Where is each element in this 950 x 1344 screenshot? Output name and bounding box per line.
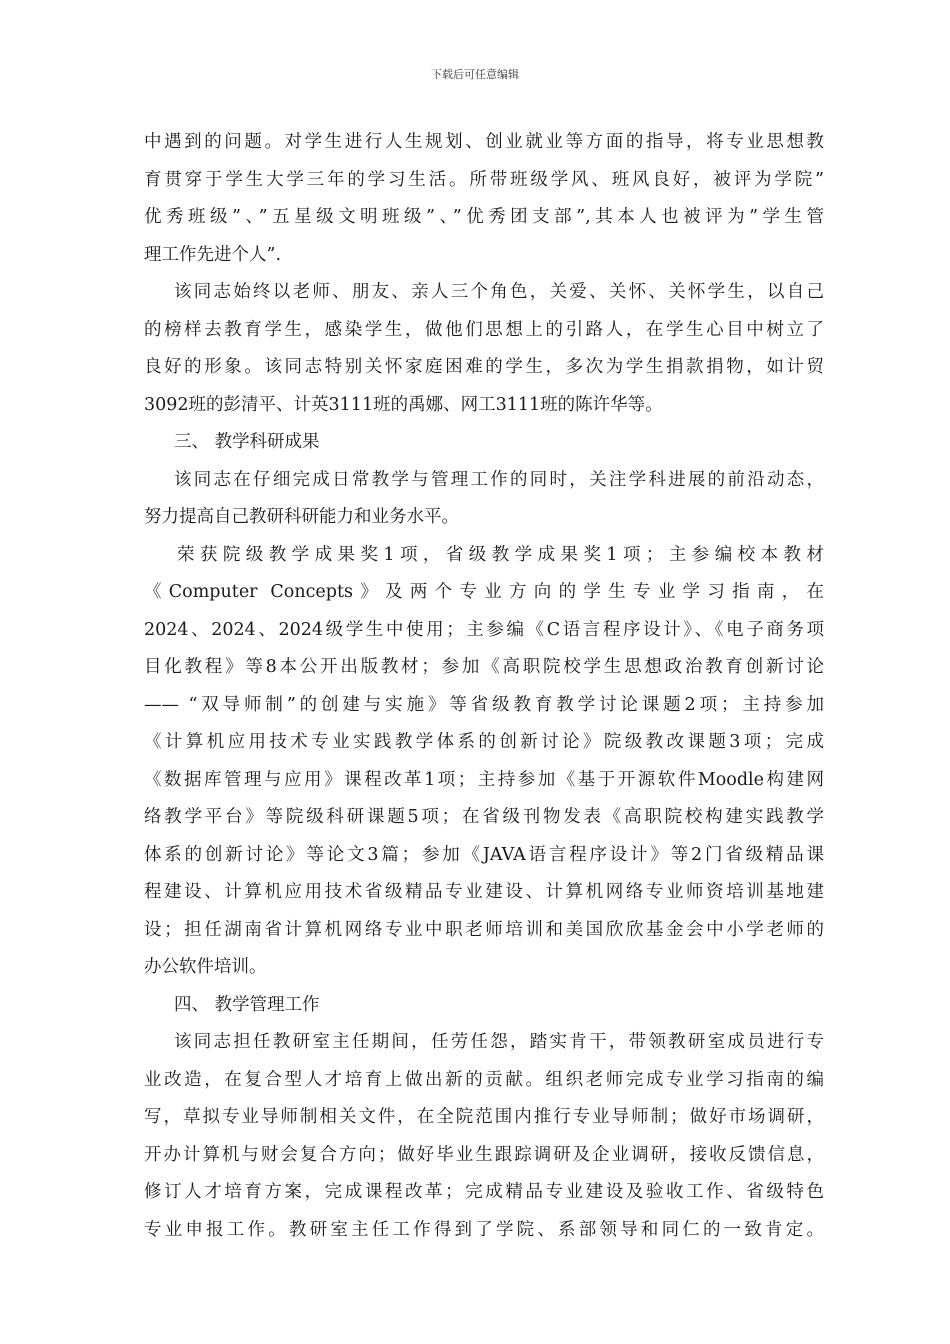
text-line: 开办计算机与财会复合方向；做好毕业生跟踪调研及企业调研，接收反馈信息，	[144, 1144, 824, 1165]
text-line: 《计算机应用技术专业实践教学体系的创新讨论》院级教改课题3项；完成	[144, 732, 824, 752]
text-line: 中遇到的问题。对学生进行人生规划、创业就业等方面的指导，将专业思想教	[144, 132, 824, 152]
text-line: 体系的创新讨论》等论文3篇；参加《JAVA语言程序设计》等2门省级精品课	[144, 844, 824, 865]
text-line: 优秀班级”、”五星级文明班级”、”优秀团支部”,其本人也被评为”学生管	[144, 207, 824, 227]
text-line: 《数据库管理与应用》课程改革1项；主持参加《基于开源软件Moodle构建网	[144, 769, 824, 790]
text-line: 该同志始终以老师、朋友、亲人三个角色，关爱、关怀、关怀学生，以自己	[174, 282, 824, 302]
text-line: 3092班的彭清平、计英3111班的禹娜、网工3111班的陈许华等。	[144, 394, 663, 415]
section-heading: 四、 教学管理工作	[174, 994, 320, 1015]
text-line: 理工作先进个人”.	[144, 244, 282, 265]
text-line: 程建设、计算机应用技术省级精品专业建设、计算机网络专业师资培训基地建	[144, 882, 824, 902]
text-line: 修订人才培育方案，完成课程改革；完成精品专业建设及验收工作、省级特色	[144, 1182, 824, 1202]
text-line: 《Computer Concepts》及两个专业方向的学生专业学习指南，在	[144, 582, 824, 602]
text-line: 良好的形象。该同志特别关怀家庭困难的学生，多次为学生捐款捐物，如计贸	[144, 357, 824, 377]
text-line: 目化教程》等8本公开出版教材；参加《高职院校学生思想政治教育创新讨论	[144, 657, 824, 677]
text-line: —— “双导师制”的创建与实施》等省级教育教学讨论课题2项；主持参加	[144, 694, 824, 715]
text-line: 设；担任湖南省计算机网络专业中职老师培训和美国欣欣基金会中小学老师的	[144, 919, 824, 940]
section-heading: 三、 教学科研成果	[174, 432, 320, 452]
text-line: 努力提高自己教研科研能力和业务水平。	[144, 507, 459, 527]
text-line: 荣获院级教学成果奖1项，省级教学成果奖1项；主参编校本教材	[177, 544, 824, 565]
text-line: 办公软件培训。	[144, 957, 267, 977]
page-header: 下载后可任意编辑	[431, 68, 519, 81]
text-line: 2024、2024、2024级学生中使用；主参编《C语言程序设计》、《电子商务项	[144, 619, 824, 640]
text-line: 业改造，在复合型人才培育上做出新的贡献。组织老师完成专业学习指南的编	[144, 1069, 824, 1090]
text-line: 该同志在仔细完成日常教学与管理工作的同时，关注学科进展的前沿动态，	[174, 469, 824, 490]
text-line: 育贯穿于学生大学三年的学习生活。所带班级学风、班风良好，被评为学院”	[144, 169, 824, 190]
text-line: 专业申报工作。教研室主任工作得到了学院、系部领导和同仁的一致肯定。	[144, 1219, 824, 1240]
text-line: 的榜样去教育学生，感染学生，做他们思想上的引路人，在学生心目中树立了	[144, 319, 824, 340]
document-body	[144, 124, 824, 1249]
text-line: 络教学平台》等院级科研课题5项；在省级刊物发表《高职院校构建实践教学	[144, 807, 824, 827]
text-line: 该同志担任教研室主任期间，任劳任怨，踏实肯干，带领教研室成员进行专	[174, 1032, 824, 1052]
text-line: 写，草拟专业导师制相关文件，在全院范围内推行专业导师制；做好市场调研，	[144, 1107, 824, 1127]
